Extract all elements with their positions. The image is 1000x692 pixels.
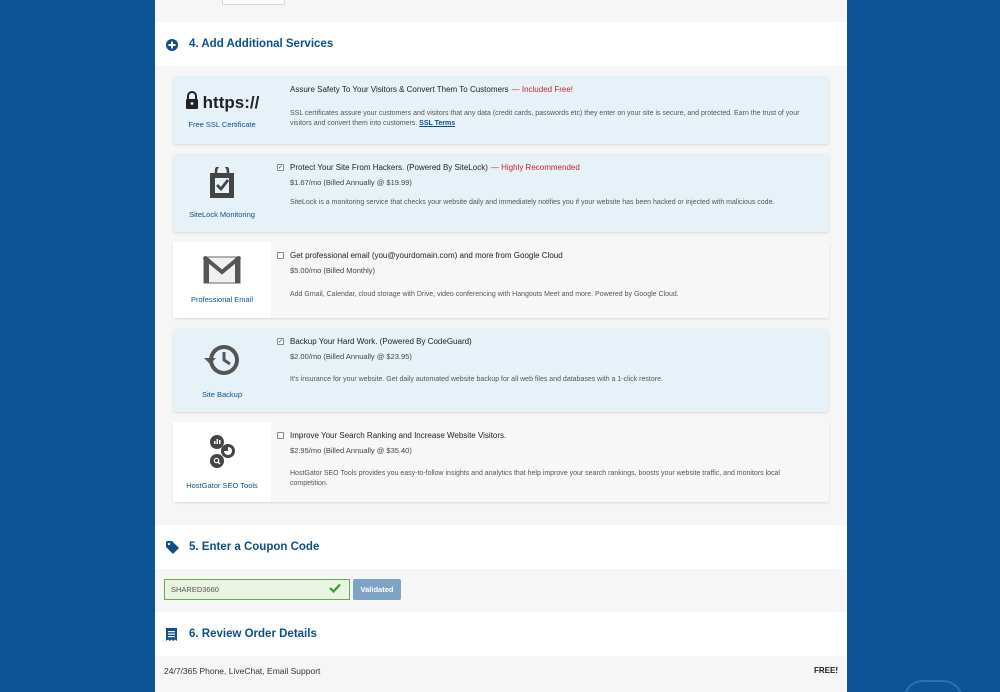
email-checkbox[interactable]	[277, 252, 284, 259]
review-line-item	[155, 656, 847, 676]
ssl-logo-text: https://	[202, 92, 260, 112]
services-section-title: 4. Add Additional Services	[189, 38, 334, 50]
checkout-page	[155, 0, 847, 692]
validate-coupon-button[interactable]: Validated	[353, 579, 401, 600]
service-seo-price: $2.95/mo (Billed Annually @ $35.40)	[290, 446, 412, 455]
service-ssl-description-text: SSL certificates assure your customers and visitors that any data (credit cards, passwords etc) they enter on your site is secure, and protected. Earn the trust of your visitors and convert them into customers.	[290, 110, 800, 127]
service-ssl-label: Free SSL Certificate	[188, 120, 256, 129]
service-sitelock-description: SiteLock is a monitoring service that checks your website daily and immediately notifies you if your website has been hacked or injected with malicious code.	[290, 199, 775, 206]
checkmark-icon	[329, 583, 341, 595]
backup-checkbox[interactable]: ✓	[277, 338, 284, 345]
support-item-price: FREE!	[814, 666, 838, 675]
coupon-input[interactable]	[164, 579, 350, 600]
sitelock-checkbox[interactable]: ✓	[277, 164, 284, 171]
service-email-badge	[173, 242, 271, 318]
seo-checkbox[interactable]	[277, 432, 284, 439]
service-sitelock-tag: — Highly Recommended	[490, 163, 580, 172]
service-email-description: Add Gmail, Calendar, cloud storage with Drive, video conferencing with Hangouts Meet and more. Powered by Google Cloud.	[290, 291, 679, 298]
service-ssl-headline: Assure Safety To Your Visitors & Convert Them To Customers	[290, 85, 509, 94]
ssl-logo	[185, 91, 260, 114]
shield-check-icon	[207, 167, 237, 204]
service-seo-description: HostGator SEO Tools provides you easy-to-follow insights and analytics that help improve your search rankings, boosts your website traffic, and monitors local competition.	[290, 470, 780, 487]
service-email-label: Professional Email	[190, 295, 254, 304]
service-seo	[173, 422, 829, 502]
service-ssl-tag: — Included Free!	[511, 85, 573, 94]
service-backup	[173, 328, 829, 412]
service-seo-headline: Improve Your Search Ranking and Increase Website Visitors.	[290, 431, 507, 440]
gmail-icon	[203, 256, 241, 289]
service-backup-label: Site Backup	[201, 390, 243, 399]
services-list	[155, 66, 847, 512]
service-ssl-description	[290, 109, 817, 129]
service-email-price: $5.00/mo (Billed Monthly)	[290, 266, 376, 275]
coupon-section-title: 5. Enter a Coupon Code	[189, 541, 320, 553]
service-seo-badge	[173, 422, 271, 502]
review-section-header	[155, 612, 847, 656]
ssl-terms-link[interactable]: SSL Terms	[419, 120, 456, 127]
review-section-title: 6. Review Order Details	[189, 628, 317, 640]
previous-field[interactable]	[222, 0, 285, 5]
service-sitelock-label: SiteLock Monitoring	[189, 210, 255, 219]
service-ssl-badge	[173, 76, 271, 144]
services-section-header	[155, 22, 847, 66]
service-backup-badge	[173, 328, 271, 412]
service-sitelock-headline: Protect Your Site From Hackers. (Powered By SiteLock)	[290, 163, 488, 172]
service-backup-price: $2.00/mo (Billed Annually @ $23.95)	[290, 352, 412, 361]
tag-icon	[166, 541, 178, 553]
plus-circle-icon	[166, 38, 178, 50]
service-sitelock-badge	[173, 154, 271, 232]
coupon-section-header	[155, 525, 847, 569]
service-email-headline: Get professional email (you@yourdomain.com) and more from Google Cloud	[290, 251, 563, 260]
service-ssl	[173, 76, 829, 144]
service-seo-label: HostGator SEO Tools	[186, 481, 258, 490]
coupon-input-value: SHARED3660	[171, 584, 219, 594]
seo-tools-icon	[207, 434, 237, 475]
coupon-row	[155, 569, 847, 609]
service-email	[173, 242, 829, 318]
previous-section-bottom	[155, 0, 847, 22]
receipt-icon	[166, 628, 178, 640]
padlock-icon	[185, 91, 199, 114]
service-backup-headline: Backup Your Hard Work. (Powered By CodeGuard)	[290, 337, 472, 346]
chat-widget-button[interactable]	[903, 680, 963, 692]
support-item-label: 24/7/365 Phone, LiveChat, Email Support	[164, 666, 321, 676]
service-sitelock	[173, 154, 829, 232]
backup-clock-icon	[202, 341, 242, 384]
service-sitelock-price: $1.67/mo (Billed Annually @ $19.99)	[290, 178, 412, 187]
service-backup-description: It's insurance for your website. Get daily automated website backup for all web files and databases with a 1-click restore.	[290, 376, 663, 383]
